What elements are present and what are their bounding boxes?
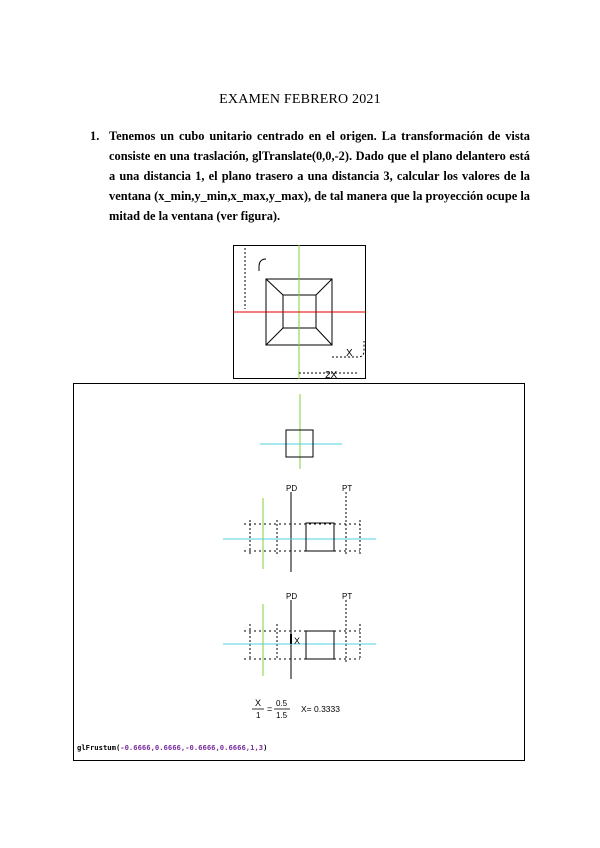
code-arguments: -0.6666,0.6666,-0.6666,0.6666,1,3: [120, 743, 264, 752]
question-text: Tenemos un cubo unitario centrado en el origen. La transformación de vista consiste en una traslación, glTranslate(0,0,-2). Dado que el plano delantero está a una distancia 1, el plano trasero a una distancia 3, calcular los valores de la ventana (x_min,y_min,x_max,y_max), de tal manera que la proyección ocupe la mitad de la ventana (ver figura).: [109, 129, 530, 223]
question-1: [90, 126, 530, 226]
code-line: [77, 743, 267, 752]
label-pd-2: PD: [286, 592, 298, 601]
cube-side-view-2: [306, 631, 334, 659]
eq-num: X: [255, 698, 262, 708]
eq-rhs-den: 1.5: [276, 711, 288, 720]
label-pt-1: PT: [342, 484, 353, 493]
eq-rhs-num: 0.5: [276, 699, 288, 708]
label-pd-1: PD: [286, 484, 298, 493]
question-number: 1.: [90, 129, 100, 143]
label-x: X: [346, 348, 353, 359]
cube-side-view-1: [306, 523, 334, 551]
eq-result: X= 0.3333: [301, 704, 340, 714]
frustum-figure: [74, 384, 524, 760]
label-x-mark: X: [294, 636, 301, 646]
label-pt-2: PT: [342, 592, 353, 601]
label-2x: 2X: [325, 370, 338, 379]
solution-frame: [73, 383, 525, 761]
svg-text:=: =: [267, 704, 273, 714]
code-function: glFrustum(: [77, 743, 121, 752]
code-close: ): [263, 743, 268, 752]
eq-den: 1: [256, 711, 261, 720]
cube-projection-figure: [233, 245, 366, 379]
exam-title: EXAMEN FEBRERO 2021: [219, 92, 381, 107]
